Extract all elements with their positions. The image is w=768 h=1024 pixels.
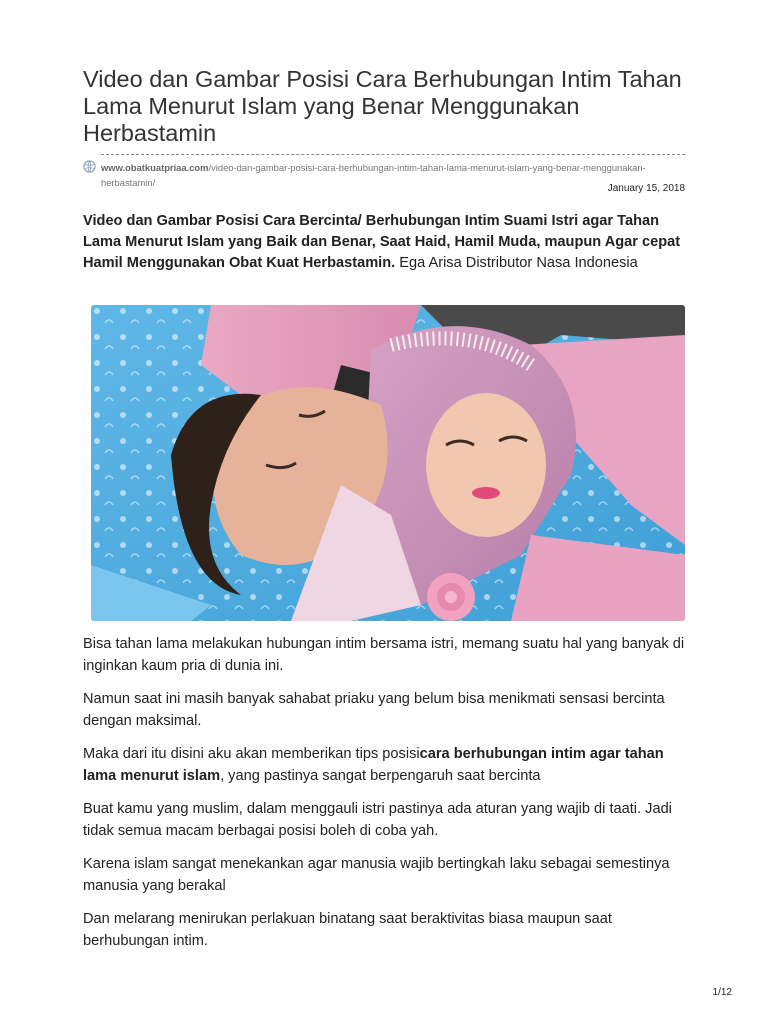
body-paragraph-5: Karena islam sangat menekankan agar manusia wajib bertingkah laku sebagai semestinya manusia yang berakal	[83, 856, 670, 894]
lead-rest-text: Ega Arisa Distributor Nasa Indonesia	[395, 255, 638, 271]
globe-icon	[83, 160, 96, 173]
source-url[interactable]	[101, 160, 685, 190]
couple-photo	[91, 305, 685, 621]
source-divider	[101, 154, 685, 155]
couple-photo-illustration	[91, 305, 685, 621]
publish-date: January 15, 2018	[607, 183, 685, 194]
source-path[interactable]: /video-dan-gambar-posisi-cara-berhubungan-intim-tahan-lama-menurut-islam-yang-benar-menggunakan-herbastamin/	[101, 162, 646, 188]
body-paragraph-3-pre: Maka dari itu disini aku akan memberikan tips posisi	[83, 746, 420, 762]
lead-paragraph	[83, 211, 685, 274]
lead-bold-text: Video dan Gambar Posisi Cara Bercinta/ Berhubungan Intim Suami Istri agar Tahan Lama Menurut Islam yang Baik dan Benar, Saat Haid, Hamil Muda, maupun Agar cepat Hamil Menggunakan Obat Kuat Herbastamin.	[83, 213, 681, 271]
body-paragraph-3	[83, 743, 685, 787]
article-body	[83, 633, 685, 963]
page-number: 1/12	[712, 987, 732, 998]
body-paragraph-3-bold: cara berhubungan intim agar tahan lama menurut islam	[83, 746, 664, 784]
article-title: Video dan Gambar Posisi Cara Berhubungan Intim Tahan Lama Menurut Islam yang Benar Menggunakan Herbastamin	[83, 66, 682, 146]
body-paragraph-4: Buat kamu yang muslim, dalam menggauli istri pastinya ada aturan yang wajib di taati. Jadi tidak semua macam berbagai posisi boleh di coba yah.	[83, 801, 672, 839]
body-paragraph-3-post: , yang pastinya sangat berpengaruh saat bercinta	[220, 768, 541, 784]
body-paragraph-6: Dan melarang menirukan perlakuan binatang saat beraktivitas biasa maupun saat berhubungan intim.	[83, 911, 612, 949]
source-host[interactable]: www.obatkuatpriaa.com	[101, 162, 209, 173]
body-paragraph-1: Bisa tahan lama melakukan hubungan intim bersama istri, memang suatu hal yang banyak di inginkan kaum pria di dunia ini.	[83, 636, 685, 674]
body-paragraph-2: Namun saat ini masih banyak sahabat priaku yang belum bisa menikmati sensasi bercinta dengan maksimal.	[83, 691, 665, 729]
